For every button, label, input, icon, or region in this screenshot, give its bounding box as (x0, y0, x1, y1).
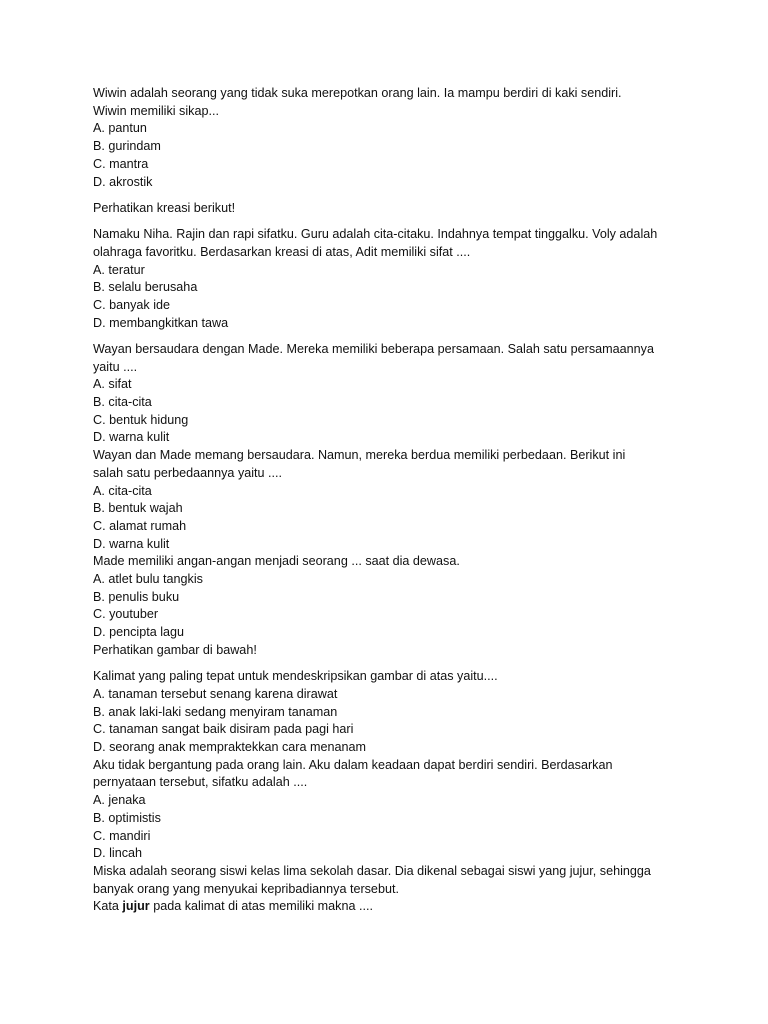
document-body (93, 85, 683, 916)
text-line: D. lincah (93, 846, 142, 861)
text-line: D. warna kulit (93, 536, 170, 551)
text-line: Wayan bersaudara dengan Made. Mereka memiliki beberapa persamaan. Salah satu persamaannya (93, 341, 654, 356)
text-line: A. sifat (93, 377, 132, 392)
text-line: B. gurindam (93, 139, 161, 154)
text-line: B. bentuk wajah (93, 501, 183, 516)
text-line: B. penulis buku (93, 589, 180, 604)
text-line: C. alamat rumah (93, 518, 187, 533)
text-line: D. pencipta lagu (93, 625, 185, 640)
paragraph-gap (93, 218, 683, 227)
text-line: A. jenaka (93, 793, 146, 808)
text-line: Wayan dan Made memang bersaudara. Namun, mereka berdua memiliki perbedaan. Berikut ini (93, 448, 626, 463)
text-line: pernyataan tersebut, sifatku adalah .... (93, 775, 308, 790)
text-line: olahraga favoritku. Berdasarkan kreasi di atas, Adit memiliki sifat .... (93, 244, 471, 259)
text-line: B. optimistis (93, 810, 161, 825)
text-line: Namaku Niha. Rajin dan rapi sifatku. Guru adalah cita-citaku. Indahnya tempat tinggalku. Voly adalah (93, 227, 658, 242)
text-line: Miska adalah seorang siswi kelas lima sekolah dasar. Dia dikenal sebagai siswi yang jujur, sehingga (93, 863, 651, 878)
text-line: C. tanaman sangat baik disiram pada pagi hari (93, 722, 354, 737)
text-line: A. teratur (93, 262, 145, 277)
text-line: D. seorang anak mempraktekkan cara menanam (93, 739, 366, 754)
text-line: C. mandiri (93, 828, 151, 843)
text-line: Kalimat yang paling tepat untuk mendeskripsikan gambar di atas yaitu.... (93, 669, 498, 684)
text-line: Wiwin adalah seorang yang tidak suka merepotkan orang lain. Ia mampu berdiri di kaki sendiri. (93, 86, 622, 100)
text-line: A. tanaman tersebut senang karena dirawat (93, 686, 338, 701)
text-line: B. anak laki-laki sedang menyiram tanaman (93, 704, 338, 719)
text-line: C. youtuber (93, 607, 159, 622)
text-line: yaitu .... (93, 359, 138, 374)
text-segment: Kata (93, 899, 123, 914)
text-line: Perhatikan kreasi berikut! (93, 200, 236, 215)
text-line: C. mantra (93, 156, 149, 171)
text-line: B. selalu berusaha (93, 280, 198, 295)
text-line: D. warna kulit (93, 430, 170, 445)
text-segment: pada kalimat di atas memiliki makna .... (149, 899, 373, 914)
text-line: A. cita-cita (93, 483, 152, 498)
text-line: Aku tidak bergantung pada orang lain. Aku dalam keadaan dapat berdiri sendiri. Berdasarkan (93, 757, 613, 772)
text-line: Perhatikan gambar di bawah! (93, 642, 257, 657)
text-line: B. cita-cita (93, 395, 152, 410)
paragraph-gap (93, 660, 683, 669)
text-line: C. bentuk hidung (93, 412, 189, 427)
text-line: C. banyak ide (93, 297, 171, 312)
paragraph-gap (93, 332, 683, 341)
text-line: A. pantun (93, 121, 147, 136)
text-line: D. membangkitkan tawa (93, 315, 229, 330)
text-line: salah satu perbedaannya yaitu .... (93, 465, 283, 480)
bold-word: jujur (122, 899, 150, 914)
text-line: D. akrostik (93, 174, 153, 189)
text-line: banyak orang yang menyukai kepribadiannya tersebut. (93, 881, 399, 896)
text-line: Wiwin memiliki sikap... (93, 103, 219, 118)
paragraph-gap (93, 191, 683, 200)
text-line: Made memiliki angan-angan menjadi seorang ... saat dia dewasa. (93, 554, 460, 569)
text-line (93, 898, 683, 916)
text-line: A. atlet bulu tangkis (93, 572, 203, 587)
